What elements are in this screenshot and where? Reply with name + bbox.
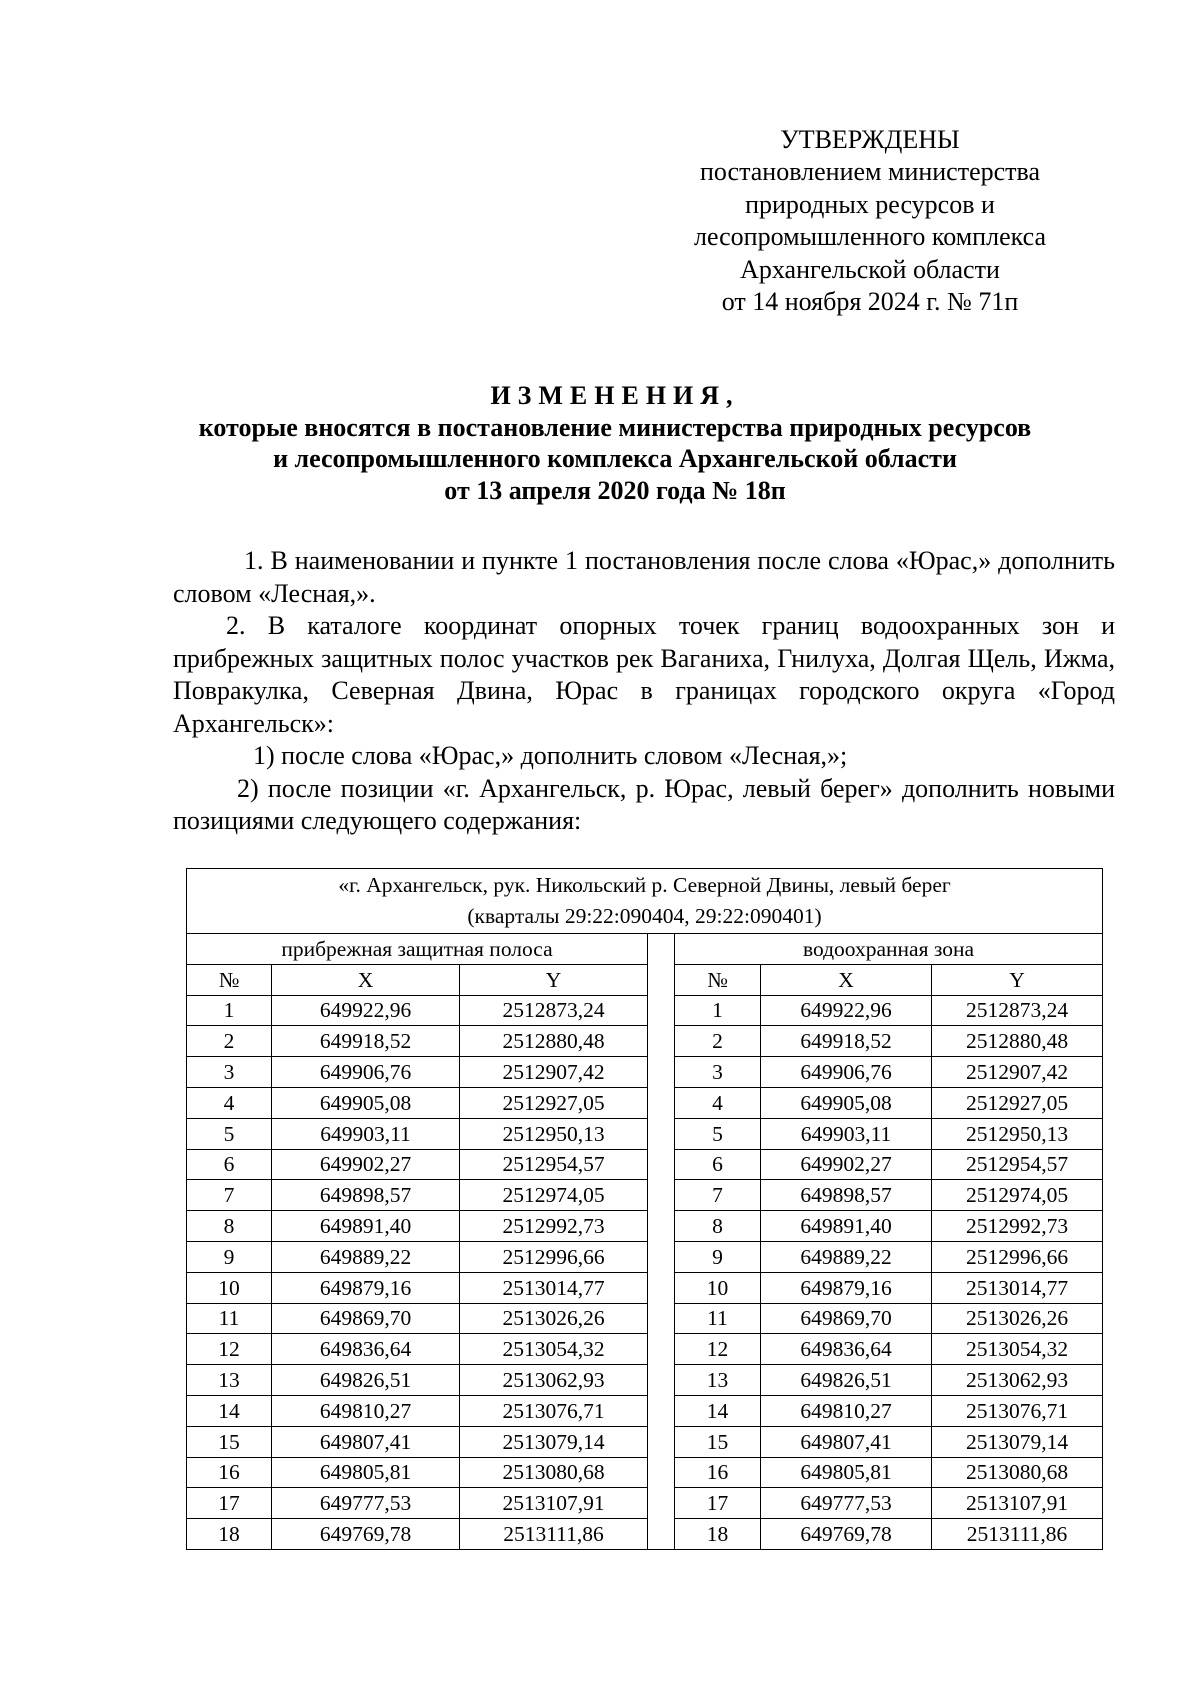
- cell-no: 14: [187, 1395, 272, 1426]
- cell-x: 649905,08: [272, 1087, 460, 1118]
- cell-no: 6: [187, 1149, 272, 1180]
- table-row: [187, 1272, 1103, 1303]
- cell-x: 649769,78: [761, 1519, 932, 1550]
- cell-y: 2513107,91: [932, 1488, 1103, 1519]
- cell-no: 18: [675, 1519, 761, 1550]
- cell-y: 2513076,71: [460, 1395, 648, 1426]
- cell-no: 17: [187, 1488, 272, 1519]
- cell-y: 2512880,48: [932, 1026, 1103, 1057]
- cell-x: 649898,57: [272, 1180, 460, 1211]
- cell-no: 10: [675, 1272, 761, 1303]
- table-row: [187, 1149, 1103, 1180]
- cell-x: 649906,76: [272, 1057, 460, 1088]
- cell-y: 2512954,57: [932, 1149, 1103, 1180]
- table-row: [187, 1241, 1103, 1272]
- paragraph-1: 1. В наименовании и пункте 1 постановления после слова «Юрас,» дополнить словом «Лесная,».: [173, 546, 1115, 608]
- table-caption-line: «г. Архангельск, рук. Никольский р. Северной Двины, левый берег: [338, 873, 951, 897]
- cell-x: 649905,08: [761, 1087, 932, 1118]
- cell-x: 649826,51: [761, 1365, 932, 1396]
- cell-no: 3: [187, 1057, 272, 1088]
- cell-x: 649922,96: [761, 995, 932, 1026]
- approval-line: природных ресурсов и: [745, 189, 995, 219]
- cell-no: 15: [675, 1426, 761, 1457]
- table-row: [187, 1057, 1103, 1088]
- cell-no: 5: [675, 1118, 761, 1149]
- cell-no: 5: [187, 1118, 272, 1149]
- table-row: [187, 1087, 1103, 1118]
- cell-no: 1: [675, 995, 761, 1026]
- cell-x: 649826,51: [272, 1365, 460, 1396]
- cell-no: 3: [675, 1057, 761, 1088]
- cell-y: 2513076,71: [932, 1395, 1103, 1426]
- cell-no: 12: [675, 1334, 761, 1365]
- cell-y: 2513079,14: [932, 1426, 1103, 1457]
- cell-no: 10: [187, 1272, 272, 1303]
- table-row: [187, 1519, 1103, 1550]
- cell-y: 2512954,57: [460, 1149, 648, 1180]
- document-title: [130, 380, 1100, 507]
- cell-no: 7: [187, 1180, 272, 1211]
- table-caption: [187, 869, 1103, 934]
- cell-y: 2512974,05: [932, 1180, 1103, 1211]
- cell-no: 9: [187, 1241, 272, 1272]
- cell-x: 649902,27: [761, 1149, 932, 1180]
- cell-no: 11: [187, 1303, 272, 1334]
- cell-y: 2513054,32: [932, 1334, 1103, 1365]
- cell-no: 17: [675, 1488, 761, 1519]
- cell-y: 2513062,93: [460, 1365, 648, 1396]
- cell-no: 15: [187, 1426, 272, 1457]
- column-header-y: Y: [460, 964, 648, 995]
- cell-y: 2512927,05: [460, 1087, 648, 1118]
- cell-no: 7: [675, 1180, 761, 1211]
- table-caption-line: (кварталы 29:22:090404, 29:22:090401): [467, 904, 822, 928]
- cell-no: 2: [187, 1026, 272, 1057]
- title-subline: от 13 апреля 2020 года № 18п: [444, 476, 786, 506]
- approval-stamp: [670, 124, 1070, 318]
- table-row: [187, 1180, 1103, 1211]
- cell-y: 2512996,66: [460, 1241, 648, 1272]
- cell-x: 649889,22: [761, 1241, 932, 1272]
- cell-no: 1: [187, 995, 272, 1026]
- coordinates-table: [186, 868, 1103, 1550]
- cell-y: 2512950,13: [460, 1118, 648, 1149]
- table-gap-column: [648, 934, 675, 1550]
- table-row: [187, 1026, 1103, 1057]
- cell-no: 14: [675, 1395, 761, 1426]
- cell-y: 2512873,24: [460, 995, 648, 1026]
- table-row: [187, 1303, 1103, 1334]
- cell-no: 8: [187, 1211, 272, 1242]
- cell-no: 16: [675, 1457, 761, 1488]
- cell-x: 649903,11: [272, 1118, 460, 1149]
- table-row: [187, 1334, 1103, 1365]
- cell-x: 649805,81: [761, 1457, 932, 1488]
- cell-y: 2513111,86: [460, 1519, 648, 1550]
- cell-x: 649777,53: [272, 1488, 460, 1519]
- cell-y: 2512927,05: [932, 1087, 1103, 1118]
- cell-x: 649869,70: [761, 1303, 932, 1334]
- cell-y: 2512907,42: [460, 1057, 648, 1088]
- cell-x: 649807,41: [761, 1426, 932, 1457]
- approval-line: Архангельской области: [740, 254, 1000, 284]
- column-header-no: №: [187, 964, 272, 995]
- cell-y: 2513079,14: [460, 1426, 648, 1457]
- table-row: [187, 1395, 1103, 1426]
- cell-x: 649889,22: [272, 1241, 460, 1272]
- approval-line: постановлением министерства: [699, 157, 1041, 187]
- approval-line: лесопромышленного комплекса: [693, 222, 1046, 252]
- subparagraph-1: 1) после слова «Юрас,» дополнить словом «Лесная,»;: [253, 741, 848, 770]
- cell-x: 649891,40: [272, 1211, 460, 1242]
- cell-y: 2513107,91: [460, 1488, 648, 1519]
- column-header-row: [187, 964, 1103, 995]
- table-row: [187, 1457, 1103, 1488]
- cell-x: 649807,41: [272, 1426, 460, 1457]
- cell-y: 2512996,66: [932, 1241, 1103, 1272]
- cell-y: 2512950,13: [932, 1118, 1103, 1149]
- cell-no: 11: [675, 1303, 761, 1334]
- cell-x: 649902,27: [272, 1149, 460, 1180]
- cell-x: 649869,70: [272, 1303, 460, 1334]
- cell-x: 649777,53: [761, 1488, 932, 1519]
- cell-no: 9: [675, 1241, 761, 1272]
- cell-x: 649769,78: [272, 1519, 460, 1550]
- cell-x: 649810,27: [761, 1395, 932, 1426]
- cell-y: 2513014,77: [460, 1272, 648, 1303]
- cell-y: 2512873,24: [932, 995, 1103, 1026]
- cell-x: 649903,11: [761, 1118, 932, 1149]
- cell-no: 13: [675, 1365, 761, 1396]
- table-row: [187, 1365, 1103, 1396]
- cell-x: 649898,57: [761, 1180, 932, 1211]
- approval-line: УТВЕРЖДЕНЫ: [780, 125, 960, 154]
- cell-x: 649879,16: [272, 1272, 460, 1303]
- right-section-header: водоохранная зона: [675, 934, 1103, 965]
- cell-x: 649805,81: [272, 1457, 460, 1488]
- cell-y: 2513014,77: [932, 1272, 1103, 1303]
- cell-no: 12: [187, 1334, 272, 1365]
- title-heading: ИЗМЕНЕНИЯ,: [490, 381, 740, 410]
- cell-x: 649836,64: [272, 1334, 460, 1365]
- cell-no: 8: [675, 1211, 761, 1242]
- title-subline: и лесопромышленного комплекса Архангельской области: [273, 444, 957, 474]
- table-row: [187, 1488, 1103, 1519]
- cell-no: 16: [187, 1457, 272, 1488]
- cell-x: 649810,27: [272, 1395, 460, 1426]
- cell-no: 13: [187, 1365, 272, 1396]
- cell-x: 649922,96: [272, 995, 460, 1026]
- cell-x: 649918,52: [761, 1026, 932, 1057]
- document-body: [173, 545, 1115, 838]
- cell-y: 2513080,68: [932, 1457, 1103, 1488]
- column-header-y: Y: [932, 964, 1103, 995]
- cell-y: 2513062,93: [932, 1365, 1103, 1396]
- cell-y: 2512992,73: [932, 1211, 1103, 1242]
- cell-x: 649891,40: [761, 1211, 932, 1242]
- subparagraph-2: 2) после позиции «г. Архангельск, р. Юрас, левый берег» дополнить новыми позициями следующего содержания:: [173, 773, 1115, 835]
- cell-y: 2513026,26: [932, 1303, 1103, 1334]
- cell-no: 2: [675, 1026, 761, 1057]
- cell-y: 2512992,73: [460, 1211, 648, 1242]
- left-section-header: прибрежная защитная полоса: [187, 934, 648, 965]
- cell-no: 4: [187, 1087, 272, 1118]
- column-header-x: X: [761, 964, 932, 995]
- paragraph-2: 2. В каталоге координат опорных точек границ водоохранных зон и прибрежных защитных полос участков рек Ваганиха, Гнилуха, Долгая Щель, Ижма, Повракулка, Северная Двина, Юрас в границах городского округа «Город Архангельск»:: [173, 611, 1115, 738]
- table-caption-row: [187, 869, 1103, 934]
- table-row: [187, 1426, 1103, 1457]
- cell-y: 2513026,26: [460, 1303, 648, 1334]
- cell-no: 18: [187, 1519, 272, 1550]
- cell-y: 2512907,42: [932, 1057, 1103, 1088]
- cell-x: 649918,52: [272, 1026, 460, 1057]
- table-row: [187, 1118, 1103, 1149]
- cell-no: 4: [675, 1087, 761, 1118]
- column-header-x: X: [272, 964, 460, 995]
- cell-y: 2513111,86: [932, 1519, 1103, 1550]
- title-subline: которые вносятся в постановление министерства природных ресурсов: [198, 412, 1032, 442]
- cell-y: 2512880,48: [460, 1026, 648, 1057]
- cell-y: 2512974,05: [460, 1180, 648, 1211]
- cell-x: 649879,16: [761, 1272, 932, 1303]
- table-row: [187, 995, 1103, 1026]
- cell-y: 2513080,68: [460, 1457, 648, 1488]
- cell-x: 649906,76: [761, 1057, 932, 1088]
- column-header-no: №: [675, 964, 761, 995]
- approval-line: от 14 ноября 2024 г. № 71п: [721, 287, 1019, 317]
- table-row: [187, 1211, 1103, 1242]
- cell-x: 649836,64: [761, 1334, 932, 1365]
- cell-y: 2513054,32: [460, 1334, 648, 1365]
- cell-no: 6: [675, 1149, 761, 1180]
- section-header-row: [187, 934, 1103, 965]
